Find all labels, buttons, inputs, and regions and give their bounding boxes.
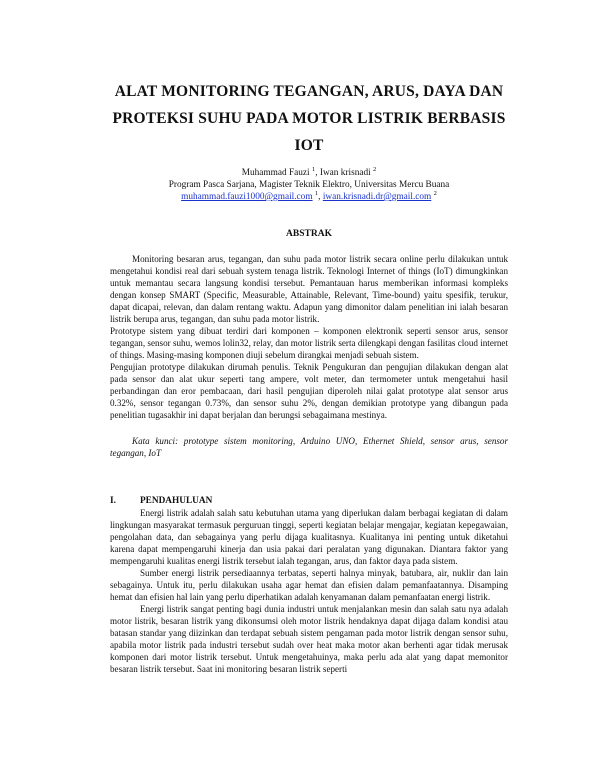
email-mark: 2 [433,189,437,197]
abstract-paragraph: Prototype sistem yang dibuat terdiri dari komponen – komponen elektronik seperti sensor arus, sensor tegangan, sensor suhu, wemos lolin32, relay, dan motor listrik serta dilengkapi dengan fasilitas cloud internet of things. Masing-masing komponen diuji sebelum dirangkai menjadi sebuah sistem. [110,326,508,360]
section-title: PENDAHULUAN [140,496,213,506]
body-paragraph: Energi listrik sangat penting bagi dunia industri untuk menjalankan mesin dan salah satu nya adalah motor listrik, besaran listrik yang dikonsumsi oleh motor listrik hendaknya dapat dijaga dalam kondisi atau batasan standar yang diizinkan dan terdapat sebuah sistem pengaman pada motor listrik dengan sensor suhu, apabila motor listrik pada industri tersebut sudah over heat maka motor akan berhenti agar tidak merusak komponen dari motor listrik tersebut. Untuk mengetahuinya, maka perlu ada alat yang dapat memonitor besaran listrik tersebut. Saat ini monitoring besaran listrik seperti [110,604,508,674]
author-list [110,167,508,179]
keywords: Kata kunci: prototype sistem monitoring, Arduino UNO, Ethernet Shield, sensor arus, sensor tegangan, IoT [110,436,508,458]
section-heading [110,495,508,507]
section-number: I. [110,496,116,506]
abstract [110,253,508,421]
email-link[interactable]: iwan.krisnadi.dr@gmail.com [322,192,432,202]
author-separator: , [315,168,320,178]
author-affil-mark: 2 [373,165,377,173]
email-link[interactable]: muhammad.fauzi1000@gmail.com [181,192,313,202]
title-line: IOT [294,137,324,154]
email-mark: 1 [314,189,319,197]
abstract-paragraph: Monitoring besaran arus, tegangan, dan suhu pada motor listrik secara online perlu dilakukan untuk mengetahui kondisi real dari sebuah system tenaga listrik. Teknologi Internet of things (IoT) dimungkinkan untuk memantau secara langsung kondisi tersebut. Pemantauan harus memberikan informasi kompleks dengan konsep SMART (Specific, Measurable, Attainable, Relevant, Time-bound) yaitu spesifik, terukur, dapat dicapai, relevan, dan dalam rentang waktu. Adapun yang dimonitor dalam penelitian ini ialah besaran listrik berupa arus, tegangan, dan suhu pada motor listrik. [110,254,508,324]
author-name: Muhammad Fauzi [241,168,310,178]
title-line: PROTEKSI SUHU PADA MOTOR LISTRIK BERBASIS [112,110,506,127]
section-body [110,507,508,675]
abstract-paragraph: Pengujian prototype dilakukan dirumah penulis. Teknik Pengukuran dan pengujian dilakukan dengan alat pada sensor dan alat ukur seperti tang ampere, volt meter, dan termometer untuk mengetahui hasil perbandingan dan eror pembacaan, dari hasil pengujian diperoleh nilai galat prototype alat sensor arus 0.32%, sensor tegangan 0.73%, dan sensor suhu 2%, dengan demikian prototype yang dibangun pada penelitian tugasakhir ini dapat berjalan dan berungsi sebagaimana mestinya. [110,362,508,420]
author-affil-mark: 1 [311,165,316,173]
abstract-heading: ABSTRAK [286,229,332,239]
title-line: ALAT MONITORING TEGANGAN, ARUS, DAYA DAN [114,83,504,100]
body-paragraph: Energi listrik adalah salah satu kebutuhan utama yang diperlukan dalam berbagai kegiatan di dalam lingkungan masyarakat termasuk perguruan tinggi, seperti kegiatan belajar mengajar, kegiatan kepegawaian, pengolahan data, dan sebagainya yang perlu dijaga kualitasnya. Kualitanya ini penting untuk diketahui karena dapat mempengaruhi kinerja dan usia pakai dari peralatan yang digunakan. Diantara faktor yang mempengaruhi kualitas energi listrik tersebut ialah tegangan, arus, dan faktor daya pada sistem. [110,508,508,566]
body-paragraph: Sumber energi listrik persediaannya terbatas, seperti halnya minyak, batubara, air, nuklir dan lain sebagainya. Untuk itu, perlu dilakukan usaha agar hemat dan efisien dalam pemanfaatannya. Disamping hemat dan efisien hal lain yang perlu diperhatikan adalah kenyamanan dalam pemanfaatan energi listrik. [110,568,508,602]
paper-title [110,78,508,159]
author-name: Iwan krisnadi [319,168,371,178]
author-emails [110,191,508,203]
email-separator: , [318,192,323,202]
affiliation: Program Pasca Sarjana, Magister Teknik Elektro, Universitas Mercu Buana [168,180,450,190]
